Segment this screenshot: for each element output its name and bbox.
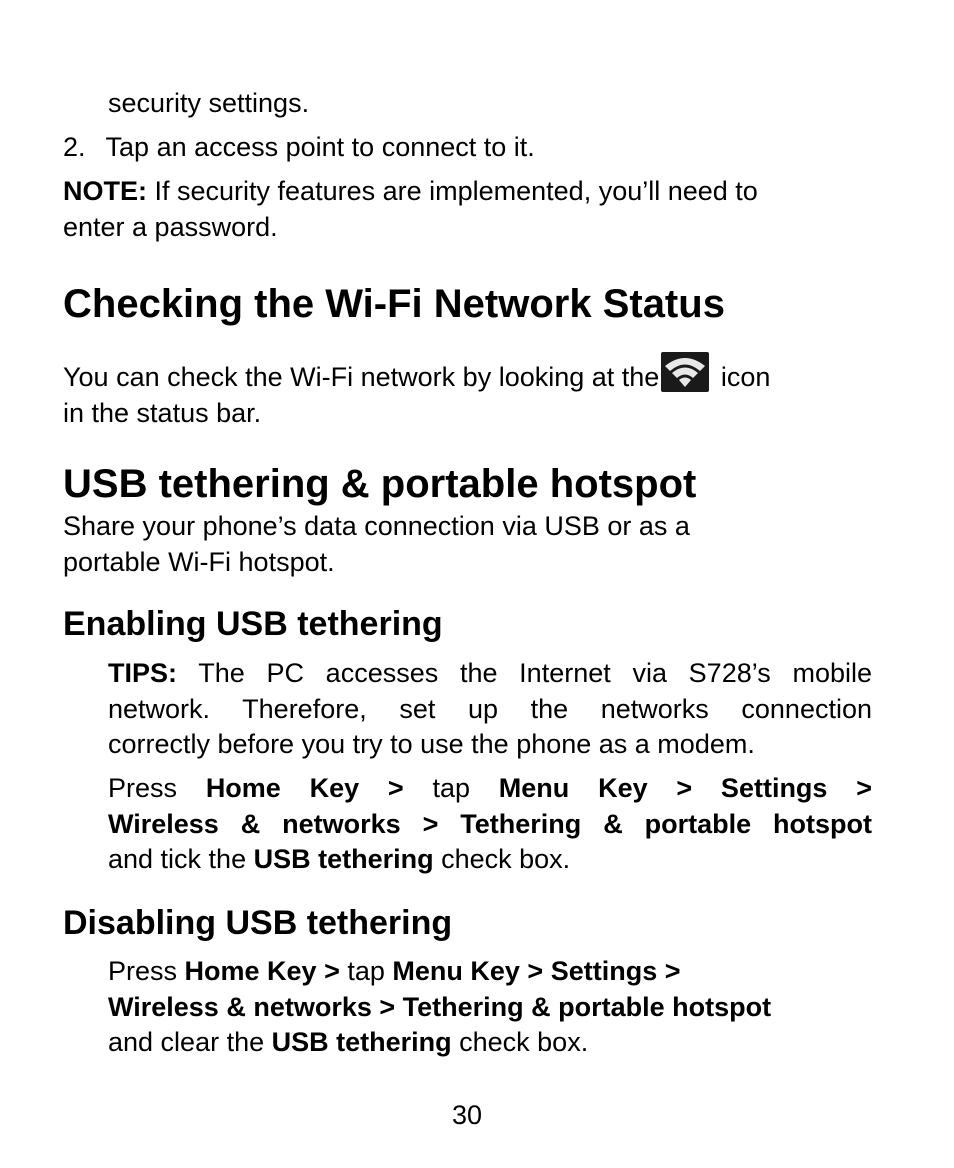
wifi-icon — [661, 352, 709, 392]
heading-wifi-status: Checking the Wi-Fi Network Status — [63, 282, 725, 326]
and-clear-text: and clear the — [108, 1027, 272, 1057]
heading-enabling-usb: Enabling USB tethering — [63, 605, 443, 643]
tips-line-1 — [108, 656, 872, 692]
tips-paragraph — [108, 656, 872, 763]
page-number: 30 — [451, 1100, 483, 1130]
check-box-text: check box. — [433, 844, 571, 874]
usb-intro-paragraph — [63, 509, 883, 580]
enable-line-1 — [108, 771, 872, 807]
heading-usb-tethering: USB tethering & portable hotspot — [63, 462, 697, 506]
menu-key-text: Menu Key > Settings > — [498, 773, 872, 803]
tips-line-3: correctly before you try to use the phone as a modem. — [108, 729, 755, 759]
disable-line-3 — [108, 1025, 872, 1061]
tap-text: tap — [403, 773, 499, 803]
usb-tethering-text: USB tethering — [253, 844, 434, 874]
note-line-1: If security features are implemented, you’ll need to — [147, 176, 758, 206]
step-number: 2. — [63, 132, 86, 162]
and-tick-text: and tick the — [108, 844, 254, 874]
check-box-text: check box. — [451, 1027, 589, 1057]
disable-line-2 — [108, 990, 872, 1026]
press-text: Press — [108, 956, 185, 986]
note-label: NOTE: — [63, 176, 147, 206]
tips-line-1-text: The PC accesses the Internet via S728’s mobile — [177, 658, 872, 688]
wifi-text-after-icon: icon — [713, 362, 771, 392]
wifi-text-line-2: in the status bar. — [63, 397, 262, 428]
usb-intro-line-2: portable Wi-Fi hotspot. — [63, 546, 335, 577]
tap-text: tap — [339, 956, 393, 986]
home-key-text: Home Key > — [184, 956, 340, 986]
tips-label: TIPS: — [108, 658, 178, 688]
step-text: Tap an access point to connect to it. — [105, 132, 535, 162]
enable-instructions — [108, 771, 872, 878]
disable-instructions — [108, 954, 872, 1061]
wifi-status-paragraph — [63, 352, 883, 431]
tips-line-2: network. Therefore, set up the networks connection — [108, 693, 872, 724]
settings-path-text: Wireless & networks > Tethering & portable hotspot — [108, 808, 872, 839]
menu-key-text: Menu Key > Settings > — [392, 956, 681, 986]
usb-tethering-text: USB tethering — [271, 1027, 452, 1057]
note-paragraph — [63, 174, 863, 245]
press-text: Press — [108, 773, 206, 803]
continuation-text — [108, 86, 309, 122]
enable-line-3 — [108, 842, 872, 878]
note-line-2: enter a password. — [63, 211, 278, 242]
home-key-text: Home Key > — [205, 773, 404, 803]
disable-line-1 — [108, 954, 872, 990]
enable-line-2 — [108, 807, 872, 843]
step-2 — [63, 130, 535, 166]
heading-disabling-usb: Disabling USB tethering — [63, 904, 453, 942]
wifi-text-before-icon: You can check the Wi-Fi network by looking at the — [63, 362, 660, 392]
settings-path-text: Wireless & networks > Tethering & portable hotspot — [108, 991, 772, 1022]
usb-intro-line-1: Share your phone’s data connection via USB or as a — [63, 511, 690, 541]
continuation-line: security settings. — [108, 88, 310, 118]
